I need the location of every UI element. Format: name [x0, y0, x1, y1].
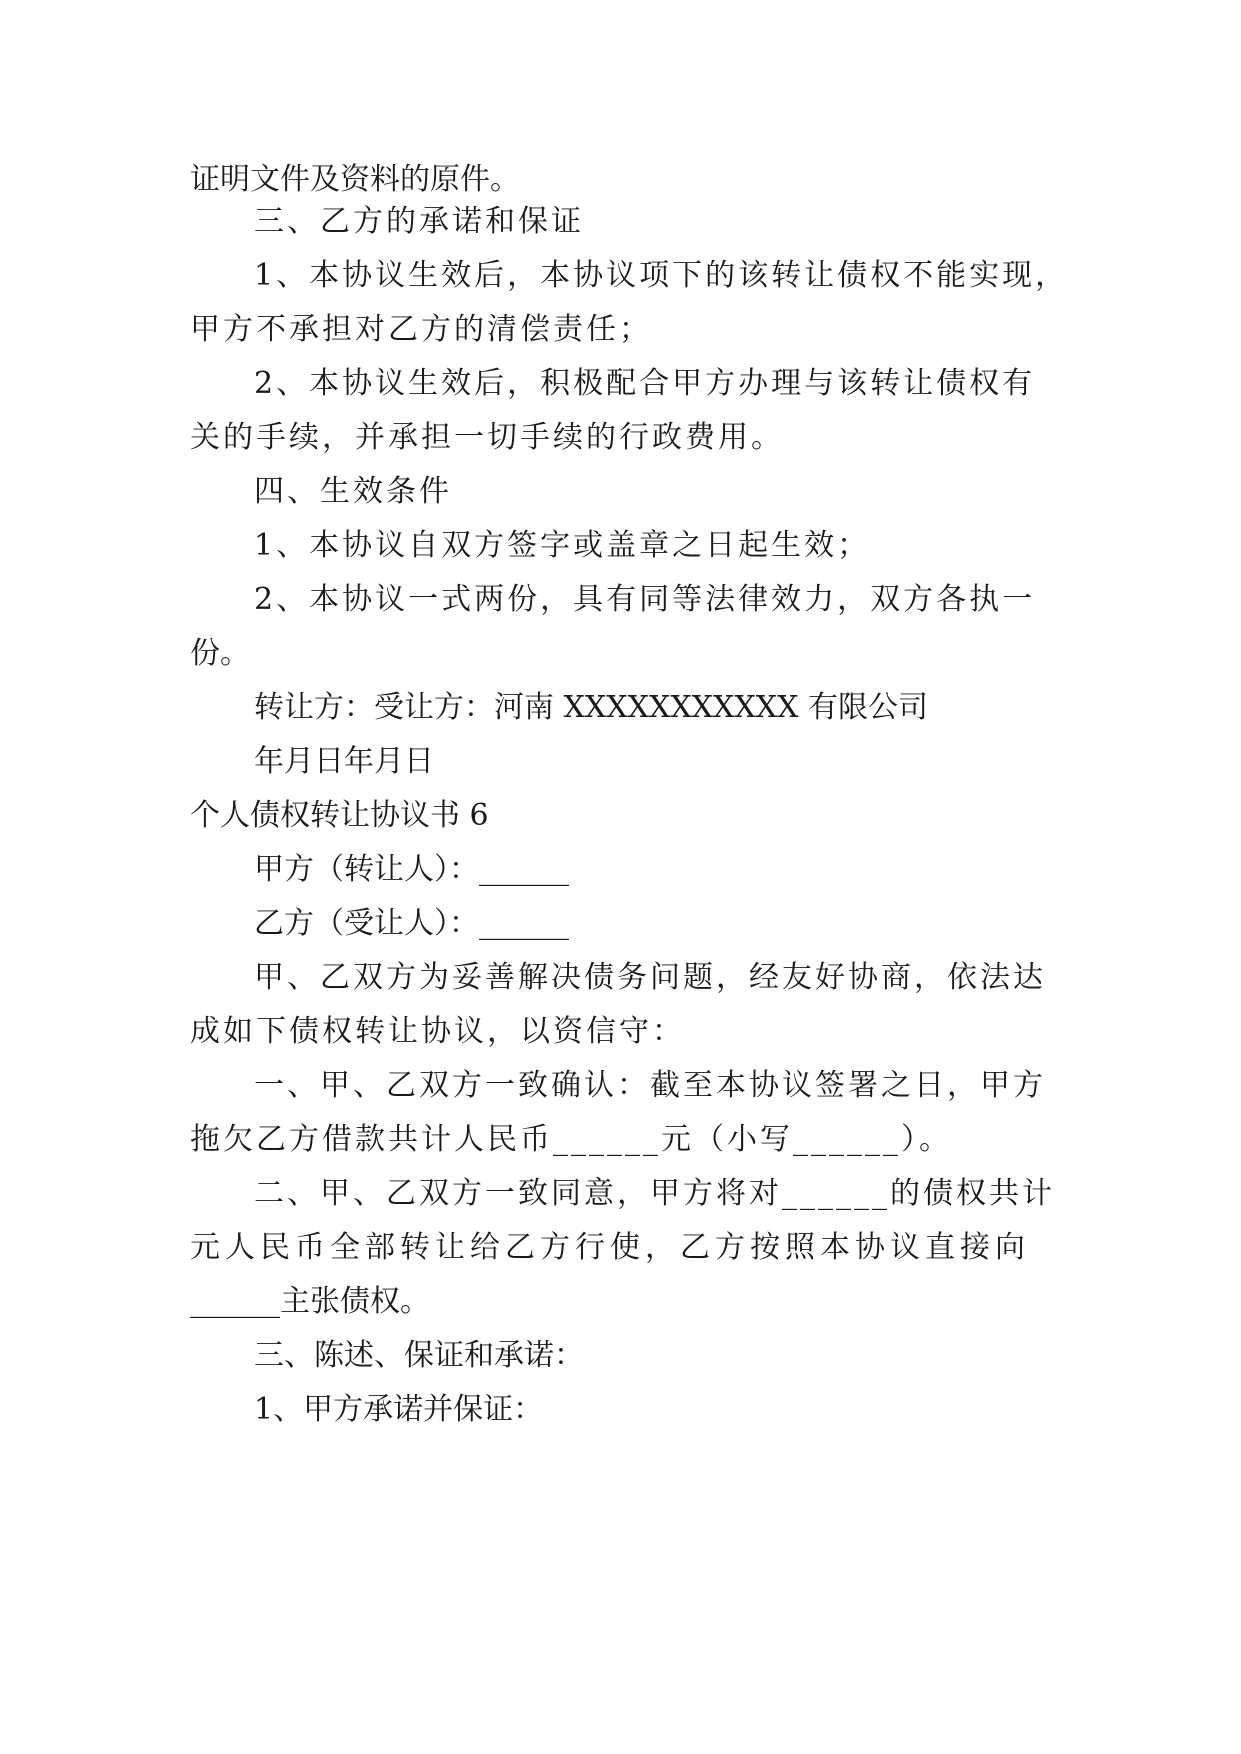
- text-line: 一、甲、乙双方一致确认：截至本协议签署之日，甲方: [254, 1068, 1046, 1103]
- text-line: 元人民币全部转让给乙方行使，乙方按照本协议直接向: [190, 1230, 1030, 1265]
- text-line: 甲、乙双方为妥善解决债务问题，经友好协商，依法达: [254, 960, 1046, 995]
- text-line: 证明文件及资料的原件。: [190, 162, 520, 197]
- party-b-line: 乙方（受让人）：______: [254, 906, 569, 941]
- text-line: 1、本协议自双方签字或盖章之日起生效；: [254, 528, 871, 563]
- document-title: 个人债权转让协议书 6: [190, 798, 489, 833]
- party-a-line: 甲方（转让人）：______: [254, 852, 569, 887]
- text-line: 份。: [190, 636, 250, 671]
- text-line: ______主张债权。: [190, 1284, 430, 1319]
- text-line: 拖欠乙方借款共计人民币______元（小写______）。: [190, 1122, 952, 1157]
- text-line: 1、本协议生效后，本协议项下的该转让债权不能实现，: [254, 258, 1069, 293]
- text-line: 2、本协议生效后，积极配合甲方办理与该转让债权有: [254, 366, 1036, 401]
- section-heading: 三、陈述、保证和承诺：: [254, 1338, 584, 1373]
- date-line: 年月日年月日: [254, 744, 434, 779]
- section-heading: 三、乙方的承诺和保证: [254, 204, 584, 239]
- text-line: 甲方不承担对乙方的清偿责任；: [190, 312, 652, 347]
- text-line: 2、本协议一式两份，具有同等法律效力，双方各执一: [254, 582, 1036, 617]
- section-heading: 四、生效条件: [254, 474, 452, 509]
- text-line: 1、甲方承诺并保证：: [254, 1392, 544, 1427]
- signature-line: 转让方：受让方：河南 XXXXXXXXXXX 有限公司: [254, 690, 929, 725]
- text-line: 成如下债权转让协议，以资信守：: [190, 1014, 685, 1049]
- text-line: 二、甲、乙双方一致同意，甲方将对______的债权共计: [254, 1176, 1055, 1211]
- text-line: 关的手续，并承担一切手续的行政费用。: [190, 420, 784, 455]
